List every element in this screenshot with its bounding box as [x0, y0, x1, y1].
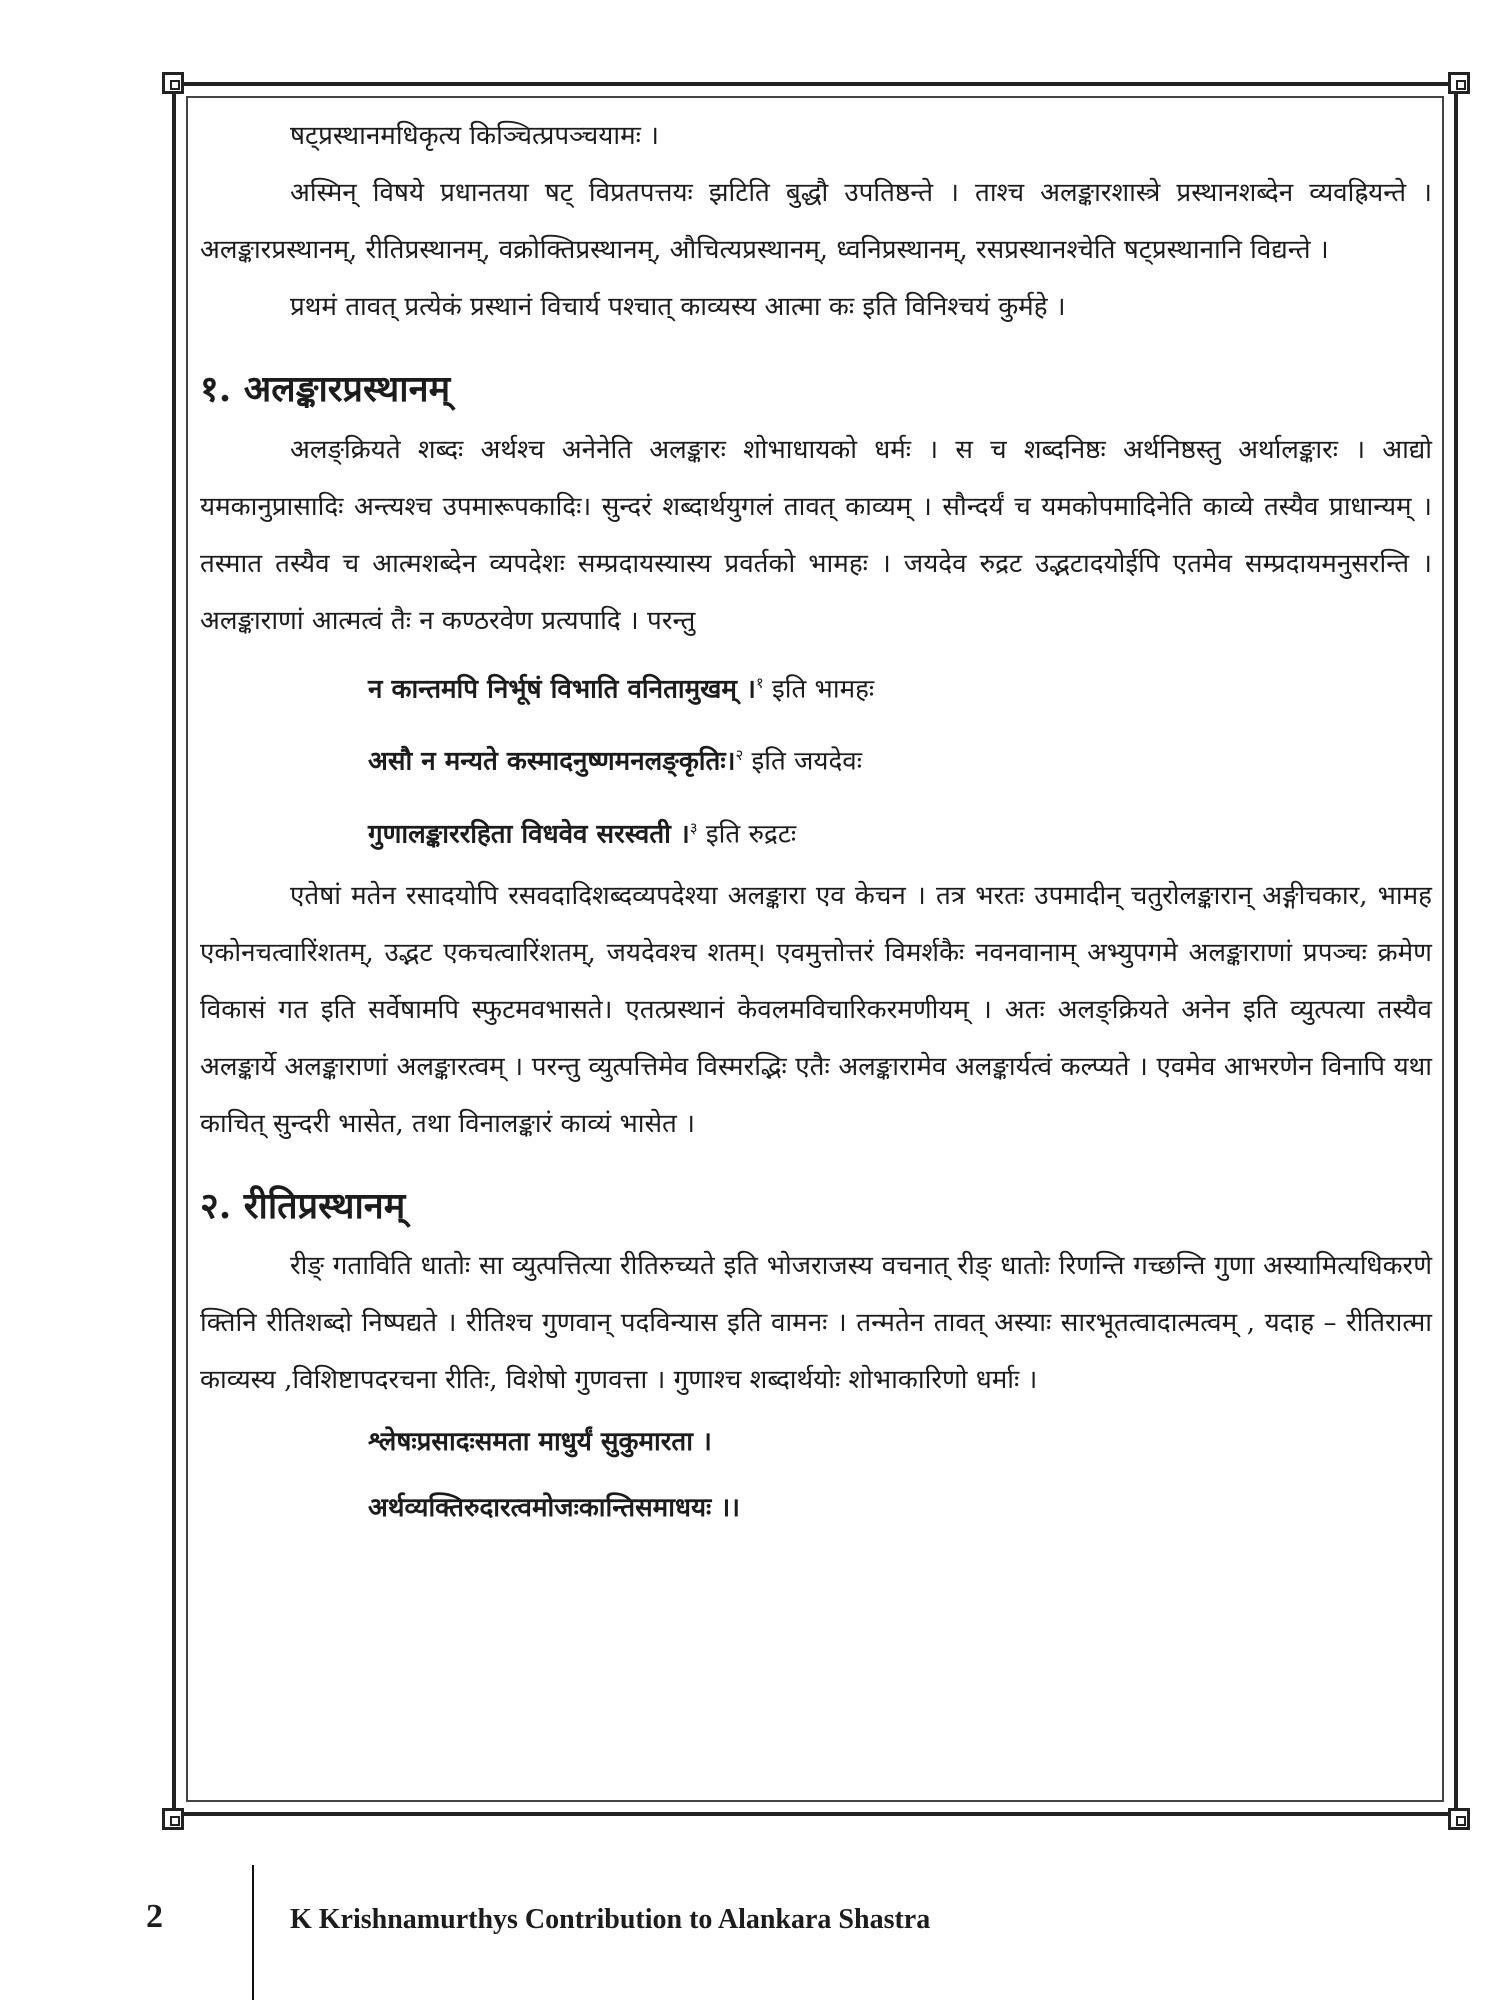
corner-ornament — [162, 1808, 184, 1830]
intro-paragraph: षट्प्रस्थानमधिकृत्य किञ्चित्प्रपञ्चयामः । — [290, 121, 660, 151]
verse-text: श्लेषःप्रसादःसमता माधुर्यं सुकुमारता । — [368, 1427, 712, 1458]
body-paragraph: रीङ् गताविति धातोः सा व्युत्पत्तित्या रीतिरुच्यते इति भोजराजस्य वचनात् रीङ् धातोः रिणन्ति गच्छन्ति गुणा अस्यामित्यधिकरणे क्तिनि रीतिशब्दो निष्पद्यते । रीतिश्च गुणवान् पदविन्यास इति वामनः । तन्मतेन तावत् अस्याः सारभूतत्वादात्मत्वम् , यदाह – रीतिरात्मा काव्यस्य ,विशिष्टापदरचना रीतिः, विशेषो गुणवत्ता । गुणाश्च शब्दार्थयोः शोभाकारिणो धर्माः । — [200, 1251, 1432, 1396]
page-number: 2 — [146, 1898, 163, 1935]
body-paragraph: अलङ्क्रियते शब्दः अर्थश्च अनेनेति अलङ्कारः शोभाधायको धर्मः । स च शब्दनिष्ठः अर्थनिष्ठस्तु अर्थालङ्कारः । आद्यो यमकानुप्रासादिः अन्त्यश्च उपमारूपकादिः। सुन्दरं शब्दार्थयुगलं तावत् काव्यम् । सौन्दर्यं च यमकोपमादिनेति काव्ये तस्यैव प्राधान्यम् । तस्मात तस्यैव च आत्मशब्देन व्यपदेशः सम्प्रदायस्यास्य प्रवर्तको भामहः । जयदेव रुद्रट उद्भटादयोईपि एतमेव सम्प्रदायमनुसरन्ति । अलङ्काराणां आत्मत्वं तैः न कण्ठरवेण प्रत्यपादि । परन्तु — [200, 434, 1432, 636]
verse-quote — [368, 795, 1432, 868]
corner-ornament — [162, 72, 184, 94]
footnote-marker: ३ — [689, 818, 698, 837]
intro-paragraph: प्रथमं तावत् प्रत्येकं प्रस्थानं विचार्य पश्चात् काव्यस्य आत्मा कः इति विनिश्चयं कुर्महे । — [290, 292, 1066, 322]
verse-line — [368, 1475, 1432, 1541]
body-paragraph: एतेषां मतेन रसादयोपि रसवदादिशब्दव्यपदेश्या अलङ्कारा एव केचन । तत्र भरतः उपमादीन् चतुरोलङ्कारान् अङ्गीचकार, भामह एकोनचत्वारिंशतम्, उद्भट एकचत्वारिंशतम्, जयदेवश्च शतम्। एवमुत्तोत्तरं विमर्शकैः नवनवानाम् अभ्युपगमे अलङ्काराणां प्रपञ्चः क्रमेण विकासं गत इति सर्वेषामपि स्फुटमवभासते। एतत्प्रस्थानं केवलमविचारिकरमणीयम् । अतः अलङ्क्रियते अनेन इति व्युत्पत्या तस्यैव अलङ्कार्ये अलङ्काराणां अलङ्कारत्वम् । परन्तु व्युत्पत्तिमेव विस्मरद्भिः एतैः अलङ्कारामेव अलङ्कार्यत्वं कल्प्यते । एवमेव आभरणेन विनापि यथा काचित् सुन्दरी भासेत, तथा विनालङ्कारं काव्यं भासेत । — [200, 880, 1432, 1139]
verse-quote — [368, 722, 1432, 795]
footnote-marker: १ — [755, 673, 764, 692]
section-heading: २. रीतिप्रस्थानम् — [200, 1184, 406, 1227]
verse-text: अर्थव्यक्तिरुदारत्वमोजःकान्तिसमाधयः ।। — [368, 1493, 741, 1524]
section-heading: १. अलङ्कारप्रस्थानम् — [200, 368, 451, 410]
verse-text: न कान्तमपि निर्भूषं विभाति वनितामुखम् । — [368, 674, 756, 705]
verse-attribution: इति जयदेवः — [751, 746, 863, 777]
verse-text: गुणालङ्काररहिता विधवेव सरस्वती । — [368, 819, 690, 850]
verse-line — [368, 1409, 1432, 1475]
verse-quote — [368, 650, 1432, 723]
corner-ornament — [1448, 72, 1470, 94]
footer-book-title: K Krishnamurthys Contribution to Alankara Shastra — [290, 1904, 931, 1935]
footer-divider — [252, 1865, 254, 2000]
intro-paragraph: अस्मिन् विषये प्रधानतया षट् विप्रतपत्तयः झटिति बुद्धौ उपतिष्ठन्ते । ताश्च अलङ्कारशास्त्रे प्रस्थानशब्देन व्यवह्रियन्ते । अलङ्कारप्रस्थानम्, रीतिप्रस्थानम्, वक्रोक्तिप्रस्थानम्, औचित्यप्रस्थानम्, ध्वनिप्रस्थानम्, रसप्रस्थानश्चेति षट्प्रस्थानानि विद्यन्ते । — [200, 178, 1432, 265]
corner-ornament — [1448, 1808, 1470, 1830]
verse-attribution: इति रुद्रटः — [705, 819, 797, 850]
verse-text: असौ न मन्यते कस्मादनुष्णमनलङ्कृतिः। — [368, 746, 736, 777]
page-body — [200, 108, 1432, 1541]
footnote-marker: २ — [735, 746, 744, 765]
verse-attribution: इति भामहः — [771, 674, 875, 705]
